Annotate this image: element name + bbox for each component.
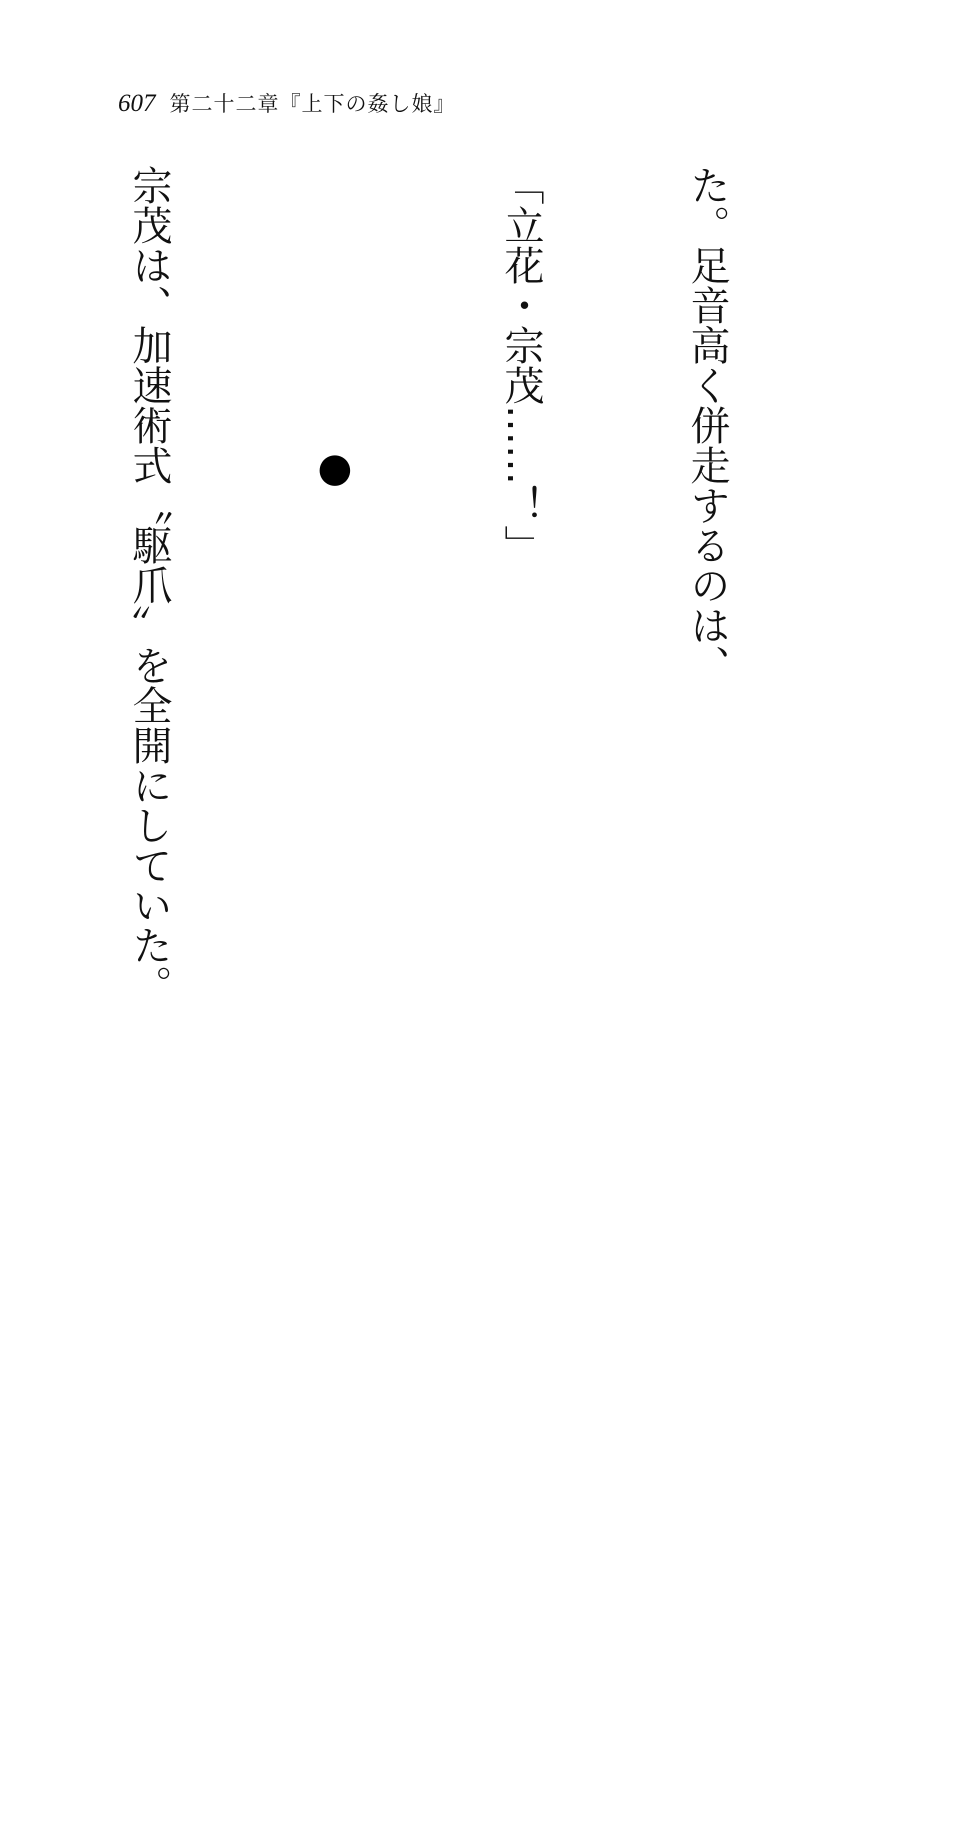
page-number: 607 [118, 90, 156, 117]
page-header [118, 88, 456, 118]
text-line: 「立花・宗茂……！」 [498, 165, 544, 565]
text-line: た。足音高く併走するのは、 [684, 165, 730, 685]
body-text [126, 165, 862, 1325]
text-line: 宗茂は、加速術式〝駆爪〟を全開にしていた。 [126, 165, 172, 1005]
chapter-title: 第二十二章『上下の姦し娘』 [169, 92, 456, 116]
section-break-dot: ● [312, 165, 358, 491]
